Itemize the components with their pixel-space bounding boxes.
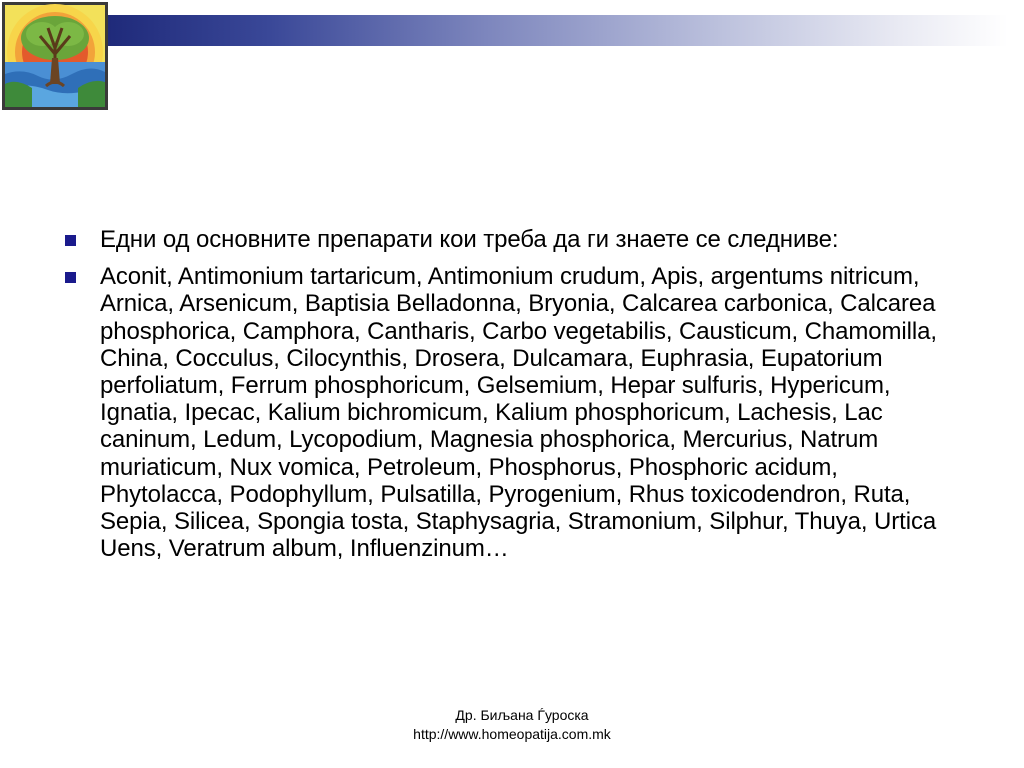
bullet-list (62, 226, 962, 572)
bullet-item-intro (62, 226, 962, 253)
footer (0, 706, 1024, 744)
square-bullet-icon (65, 272, 76, 283)
bullet-item-remedies (62, 263, 962, 562)
header-gradient-bar (108, 15, 1008, 46)
square-bullet-icon (65, 235, 76, 246)
bullet-text: Aconit, Antimonium tartaricum, Antimonium crudum, Apis, argentums nitricum, Arnica, Arsenicum, Baptisia Belladonna, Bryonia, Calcarea carbonica, Calcarea phosphorica, Camphora, Cantharis, Carbo vegetabilis, Causticum, Chamomilla, China, Cocculus, Cilocynthis, Drosera, Dulcamara, Euphrasia, Eupatorium perfoliatum, Ferrum phosphoricum, Gelsemium, Hepar sulfuris, Hypericum, Ignatia, Ipecac, Kalium bichromicum, Kalium phosphoricum, Lachesis, Lac caninum, Ledum, Lycopodium, Magnesia phosphorica, Mercurius, Natrum muriaticum, Nux vomica, Petroleum, Phosphorus, Phosphoric acidum, Phytolacca, Podophyllum, Pulsatilla, Pyrogenium, Rhus toxicodendron, Ruta, Sepia, Silicea, Spongia tosta, Staphysagria, Stramonium, Silphur, Thuya, Urtica Uens, Veratrum album, Influenzinum… (100, 263, 937, 563)
bullet-text: Едни од основните препарати кои треба да ги знаете се следниве: (100, 226, 839, 253)
footer-author: Др. Биљана Ѓуроска (455, 707, 589, 723)
footer-url[interactable]: http://www.homeopatija.com.mk (413, 726, 611, 742)
tree-logo-icon (2, 2, 108, 110)
